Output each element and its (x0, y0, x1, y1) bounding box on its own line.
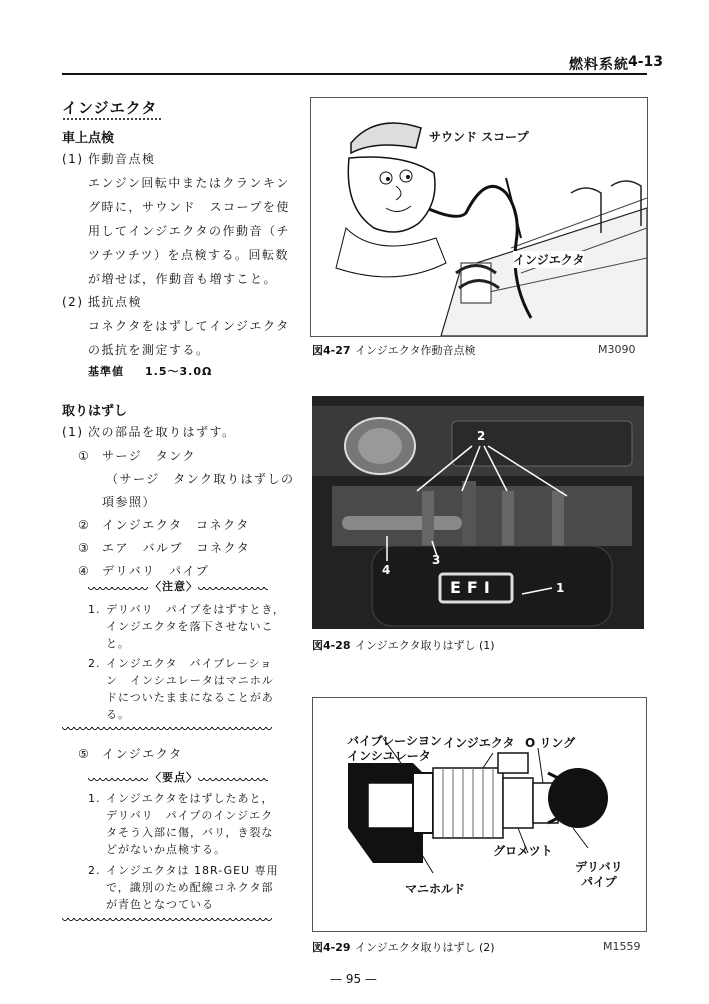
inspection-item1-num: (1) (62, 152, 84, 166)
label-injector: インジエクタ (513, 253, 585, 267)
point-num: 1. (88, 792, 101, 805)
inspection-item1-line: 用してインジエクタの作動音（チ (88, 224, 290, 238)
label-delivery-2: パイプ (581, 875, 617, 889)
part-text: インジエクタ コネクタ (102, 518, 250, 532)
label-manifold: マニホルド (405, 882, 466, 896)
inspection-item1-line: グ時に，サウンド スコープを使 (88, 200, 290, 214)
fig27-caption: インジエクタ作動音点検 (355, 344, 476, 357)
fig27-number: 図4-27 (312, 344, 351, 357)
point-title: 〈要点〉 (150, 771, 198, 784)
point-line: が青色となつている (106, 898, 214, 911)
caution-line: ン インシユレータはマニホル (106, 674, 274, 687)
caution-num: 2. (88, 657, 101, 670)
caution-line: る。 (106, 708, 130, 721)
inspection-item2-line: の抵抗を測定する。 (88, 343, 210, 357)
caution-title: 〈注意〉 (150, 580, 198, 593)
page-number: — 95 — (330, 972, 377, 986)
efi-logo-text: EFI (450, 578, 496, 597)
photo-label-2: 2 (477, 429, 486, 443)
part1-note: 項参照） (102, 495, 157, 509)
standard-label: 基準値 (88, 365, 124, 378)
label-o-ring: O リング (525, 736, 576, 750)
inspection-item1-title: 作動音点検 (88, 152, 156, 166)
point-line: タそう入部に傷，バリ，き裂な (106, 826, 274, 839)
page-code: 4-13 (627, 54, 663, 70)
caution-rule-left (88, 587, 148, 593)
point-line: どがないか点検する。 (106, 843, 226, 856)
label-injector: インジエクタ (443, 736, 515, 750)
point-rule-left (88, 778, 148, 784)
inspection-item2-line: コネクタをはずしてインジエクタ (88, 319, 290, 333)
part-text: サージ タンク (102, 449, 197, 463)
inspection-item2-num: (2) (62, 295, 84, 309)
photo-label-4: 4 (382, 563, 391, 577)
point-line: インジエクタは 18R-GEU 専用 (106, 864, 279, 877)
part-text: デリバリ パイプ (102, 564, 210, 578)
inspection-item1-line: ツチツチツ）を点検する。回転数 (88, 248, 290, 262)
point-line: インジエクタをはずしたあと， (106, 792, 274, 805)
part-text: エア バルブ コネクタ (102, 541, 251, 555)
part-num: ⑤ (78, 747, 91, 761)
section-title-underline (62, 117, 162, 121)
caution-bottom-rule (62, 727, 272, 733)
figure-4-28-photo (312, 396, 644, 629)
label-insulator-1: バイブレーシヨン (347, 734, 442, 748)
removal-item1-text: 次の部品を取りはずす。 (88, 425, 236, 439)
part-num: ② (78, 518, 91, 532)
photo-label-1: 1 (556, 581, 565, 595)
part-text: インジエクタ (102, 747, 183, 761)
part-num: ① (78, 449, 91, 463)
caution-line: デリバリ パイプをはずすとき， (106, 603, 285, 616)
fig29-code: M1559 (603, 940, 641, 953)
point-line: デリバリ パイプのインジエク (106, 809, 274, 822)
removal-item1-num: (1) (62, 425, 84, 439)
removal-heading: 取りはずし (62, 404, 128, 419)
section-title: インジエクタ (62, 99, 158, 117)
fig29-number: 図4-29 (312, 941, 351, 954)
chapter-title: 燃料系統 (569, 57, 629, 73)
caution-line: インジエクタを落下させないこ (106, 620, 274, 633)
point-bottom-rule (62, 918, 272, 924)
inspection-heading: 車上点検 (62, 131, 115, 146)
part1-note: （サージ タンク取りはずしの (106, 472, 295, 486)
fig28-number: 図4-28 (312, 639, 351, 652)
point-line: で，識別のため配線コネクタ部 (106, 881, 274, 894)
figure-4-27 (310, 97, 648, 337)
label-sound-scope: サウンド スコープ (429, 130, 529, 144)
label-grommet: グロメツト (493, 844, 553, 858)
part-num: ③ (78, 541, 91, 555)
inspection-item2-title: 抵抗点検 (88, 295, 143, 309)
fig29-caption: インジエクタ取りはずし (2) (355, 941, 495, 954)
fig27-code: M3090 (598, 343, 636, 356)
part-num: ④ (78, 564, 91, 578)
caution-line: ドについたままになることがあ (106, 691, 274, 704)
caution-rule-right (198, 587, 268, 593)
photo-label-3: 3 (432, 553, 441, 567)
caution-line: と。 (106, 637, 130, 650)
header-rule (62, 73, 647, 75)
point-rule-right (198, 778, 268, 784)
caution-num: 1. (88, 603, 101, 616)
fig28-caption: インジエクタ取りはずし (1) (355, 639, 495, 652)
caution-line: インジエクタ バイブレーショ (106, 657, 273, 670)
standard-value: 1.5～3.0Ω (145, 365, 213, 378)
point-num: 2. (88, 864, 101, 877)
figure-4-29 (312, 697, 647, 932)
inspection-item1-line: が増せば，作動音も増すこと。 (88, 272, 278, 286)
inspection-item1-line: エンジン回転中またはクランキン (88, 176, 290, 190)
label-delivery-1: デリバリ (575, 860, 623, 874)
label-insulator-2: インシユレータ (347, 749, 431, 763)
